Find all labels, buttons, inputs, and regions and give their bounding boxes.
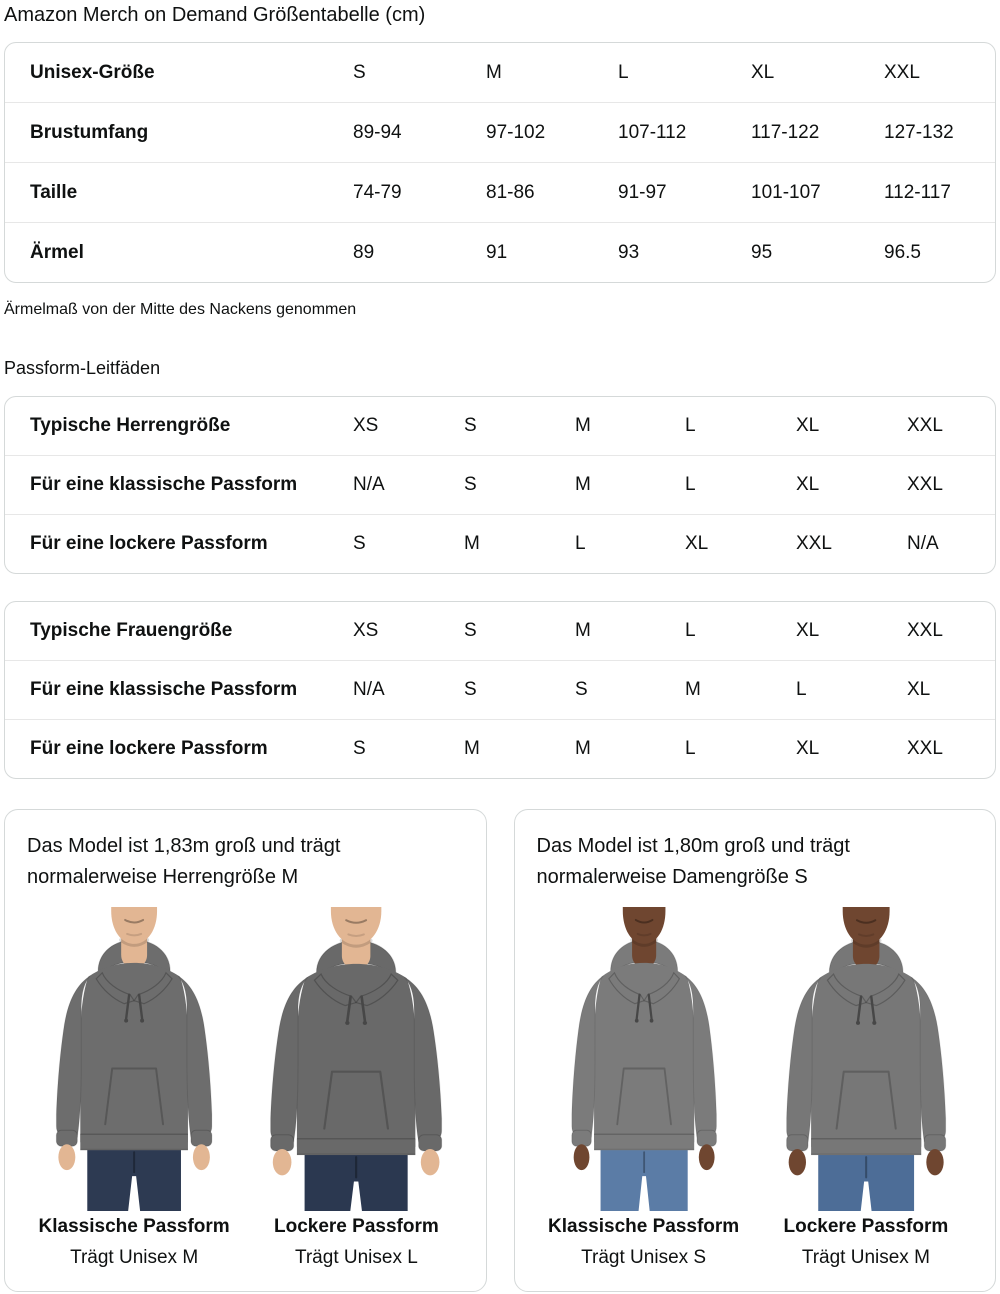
worn-size-label: Trägt Unisex S (581, 1247, 707, 1268)
row-label: Typische Herrengröße (30, 415, 231, 436)
fit-size-value: N/A (907, 533, 939, 554)
fit-label: Lockere Passform (274, 1216, 439, 1237)
fit-size-value: XXL (796, 533, 832, 554)
table-row (5, 514, 995, 573)
size-column-header: XXL (884, 61, 920, 83)
fit-size-value: XL (796, 415, 820, 436)
fit-size-value: N/A (353, 679, 385, 700)
table-row (5, 719, 995, 778)
fit-size-value: L (685, 738, 696, 759)
classic-fit-figure (23, 907, 245, 1269)
fit-size-value: XL (907, 679, 931, 700)
measurement-value: 101-107 (751, 181, 821, 203)
womens-fit-table (4, 601, 996, 779)
table-row (5, 602, 995, 660)
table-row (5, 222, 995, 282)
loose-fit-figure (245, 907, 467, 1269)
row-label: Für eine lockere Passform (30, 738, 268, 759)
page-title: Amazon Merch on Demand Größentabelle (cm) (4, 4, 426, 26)
size-column-header: L (618, 61, 629, 83)
row-label: Ärmel (30, 241, 84, 263)
mens-fit-table (4, 396, 996, 574)
model-photo (245, 907, 467, 1211)
table-row (5, 162, 995, 222)
row-label: Brustumfang (30, 121, 149, 143)
fit-size-value: M (575, 415, 591, 436)
fit-label: Klassische Passform (38, 1216, 230, 1237)
fit-size-value: XXL (907, 474, 943, 495)
measurement-value: 74-79 (353, 181, 402, 203)
row-label: Für eine klassische Passform (30, 679, 298, 700)
measurement-value: 91-97 (618, 181, 667, 203)
sleeve-measurement-note: Ärmelmaß von der Mitte des Nackens genommen (4, 301, 357, 318)
hoodie-model-illustration (245, 907, 467, 1211)
table-row (5, 102, 995, 162)
fit-size-value: S (464, 679, 477, 700)
measurement-value: 91 (486, 241, 508, 263)
model-description: Das Model ist 1,83m groß und trägt normalerweise Herrengröße M (27, 835, 341, 888)
male-model-card (4, 809, 487, 1292)
hoodie-model-illustration (23, 907, 245, 1211)
table-header-row (5, 43, 995, 102)
row-label: Für eine lockere Passform (30, 533, 268, 554)
measurement-value: 127-132 (884, 121, 954, 143)
measurement-value: 93 (618, 241, 640, 263)
row-label: Typische Frauengröße (30, 620, 233, 641)
fit-size-value: XL (685, 533, 709, 554)
model-figures (23, 907, 468, 1269)
row-label: Für eine klassische Passform (30, 474, 298, 495)
classic-fit-figure (533, 907, 755, 1269)
model-cards (4, 809, 996, 1292)
fit-size-value: XXL (907, 415, 943, 436)
fit-size-value: S (353, 738, 366, 759)
fit-size-value: M (575, 474, 591, 495)
size-column-header: S (353, 61, 366, 83)
hoodie-model-illustration (755, 907, 977, 1211)
fit-size-value: S (464, 415, 477, 436)
measurement-value: 97-102 (486, 121, 546, 143)
fit-size-value: L (796, 679, 807, 700)
measurement-value: 107-112 (618, 121, 687, 143)
fit-size-value: L (685, 620, 696, 641)
worn-size-label: Trägt Unisex L (294, 1247, 418, 1268)
measurement-value: 95 (751, 241, 773, 263)
table-row (5, 455, 995, 514)
model-photo (755, 907, 977, 1211)
model-figures (533, 907, 978, 1269)
model-description: Das Model ist 1,80m groß und trägt normalerweise Damengröße S (536, 835, 850, 888)
fit-size-value: XL (796, 738, 820, 759)
table-row (5, 660, 995, 719)
row-label: Taille (30, 181, 78, 203)
measurement-value: 89-94 (353, 121, 402, 143)
fit-label: Lockere Passform (783, 1216, 949, 1237)
fit-size-value: M (575, 620, 591, 641)
fit-size-value: L (685, 474, 696, 495)
measurement-value: 81-86 (486, 181, 535, 203)
fit-size-value: L (685, 415, 696, 436)
female-model-card (514, 809, 997, 1292)
fit-size-value: XS (353, 415, 379, 436)
fit-size-value: L (575, 533, 586, 554)
table-row (5, 397, 995, 455)
unisex-size-table (4, 42, 996, 283)
fit-size-value: XL (796, 620, 820, 641)
worn-size-label: Trägt Unisex M (801, 1247, 930, 1268)
hoodie-model-illustration (533, 907, 755, 1211)
fit-size-value: XS (353, 620, 379, 641)
fit-size-value: N/A (353, 474, 385, 495)
fit-size-value: XXL (907, 738, 943, 759)
fit-size-value: M (464, 738, 480, 759)
fit-size-value: S (464, 620, 477, 641)
fit-size-value: S (464, 474, 477, 495)
model-photo (533, 907, 755, 1211)
worn-size-label: Trägt Unisex M (70, 1247, 199, 1268)
fit-size-value: M (464, 533, 480, 554)
loose-fit-figure (755, 907, 977, 1269)
fit-size-value: XL (796, 474, 820, 495)
fit-size-value: XXL (907, 620, 943, 641)
fit-size-value: M (575, 738, 591, 759)
measurement-value: 89 (353, 241, 375, 263)
size-column-header: XL (751, 61, 775, 83)
row-label: Unisex-Größe (30, 61, 155, 83)
measurement-value: 112-117 (884, 181, 951, 203)
size-column-header: M (486, 61, 502, 83)
measurement-value: 117-122 (751, 121, 820, 143)
model-photo (23, 907, 245, 1211)
fit-label: Klassische Passform (548, 1216, 740, 1237)
measurement-value: 96.5 (884, 241, 921, 263)
fit-size-value: M (685, 679, 701, 700)
fit-size-value: S (575, 679, 588, 700)
fit-guides-heading: Passform-Leitfäden (4, 358, 161, 378)
fit-size-value: S (353, 533, 366, 554)
